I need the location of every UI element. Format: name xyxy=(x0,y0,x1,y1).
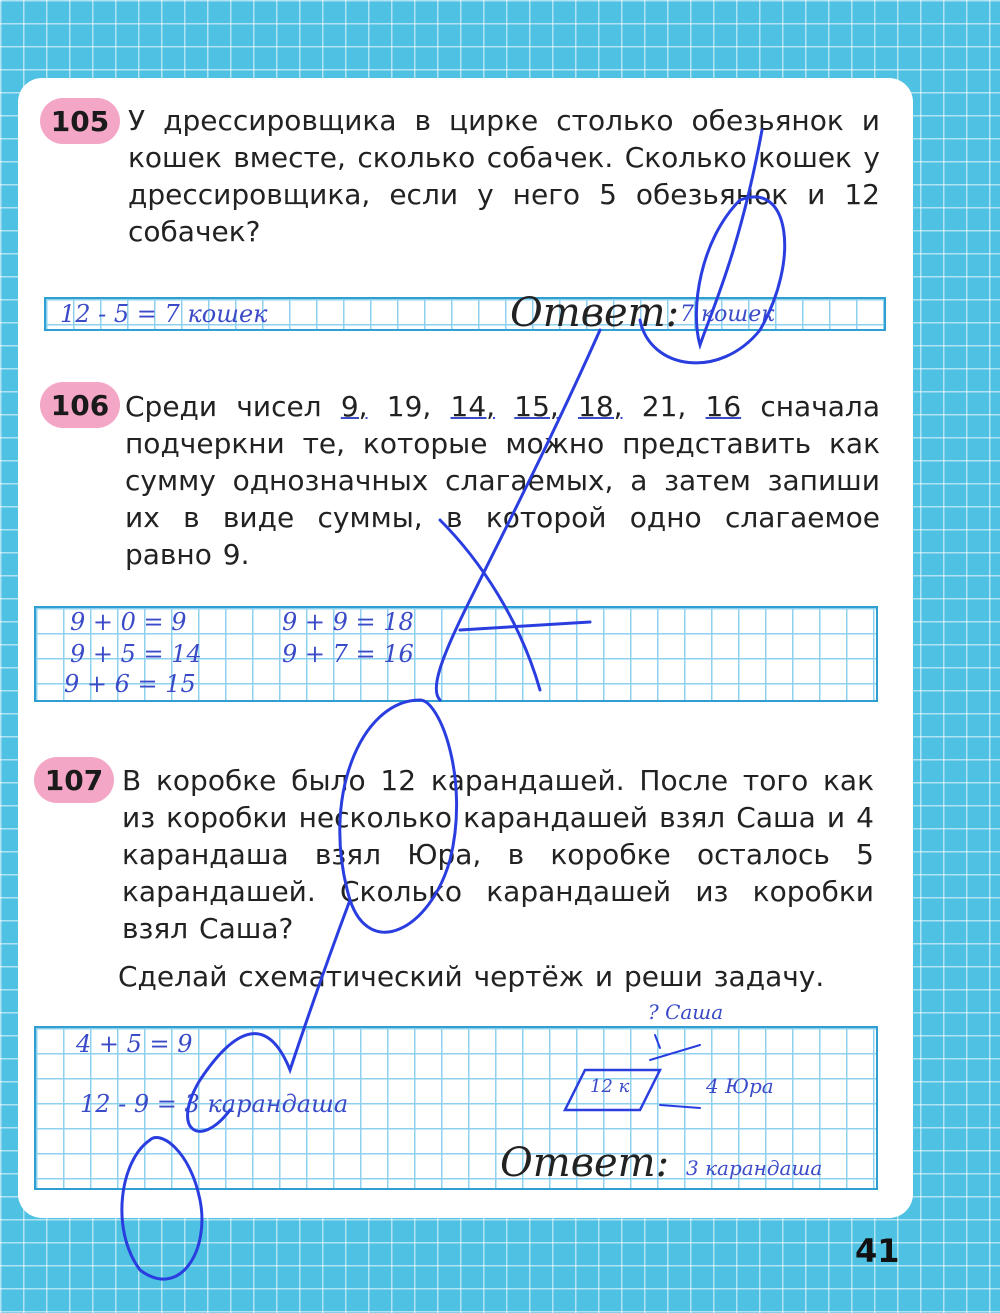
task-107-instruction: Сделай схематический чертёж и реши задачу. xyxy=(118,960,825,993)
task-106-number: 106 xyxy=(40,382,120,428)
task-107-line-2: 12 - 9 = 3 карандаша xyxy=(80,1090,349,1118)
task-106-line-3: 9 + 6 = 15 xyxy=(64,670,196,698)
task-105-answer: 7 кошек xyxy=(680,302,775,327)
diagram-box-label: 12 к xyxy=(590,1076,630,1097)
task-106-line-1: 9 + 0 = 9 xyxy=(70,608,187,636)
task-106-line-2: 9 + 5 = 14 xyxy=(70,640,202,668)
task-107-number: 107 xyxy=(34,757,114,803)
task-105-text: У дрессировщика в цирке столько обезьянок и кошек вместе, сколько собачек. Сколько кошек у дрессировщика, если у него 5 обезьянок и 12 собачек? xyxy=(128,104,880,248)
task-107-answer-label: Ответ: xyxy=(500,1140,670,1186)
task-105-answer-label: Ответ: xyxy=(510,290,680,336)
task-106-line-5: 9 + 7 = 16 xyxy=(282,640,414,668)
task-106-line-4: 9 + 9 = 18 xyxy=(282,608,414,636)
diagram-bottom-label: 4 Юра xyxy=(706,1074,774,1098)
diagram-top-label: ? Саша xyxy=(648,1000,724,1024)
task-107-line-1: 4 + 5 = 9 xyxy=(76,1030,193,1058)
task-105-number: 105 xyxy=(40,98,120,144)
task-105-solution: 12 - 5 = 7 кошек xyxy=(60,300,268,328)
page-number: 41 xyxy=(855,1232,900,1270)
task-106-text: Среди чисел 9, 19, 14, 15, 18, 21, 16 сначала подчеркни те, которые можно представить как сумму однозначных слагаемых, а затем запиши их в виде суммы, в которой одно слагаемое равно 9. xyxy=(125,390,880,571)
task-107-text: В коробке было 12 карандашей. После того как из коробки несколько карандашей взял Саша и 4 карандаша взял Юра, в коробке осталось 5 карандашей. Сколько карандашей из коробки взял Саша? xyxy=(122,764,874,945)
task-107-answer: 3 карандаша xyxy=(686,1156,823,1180)
